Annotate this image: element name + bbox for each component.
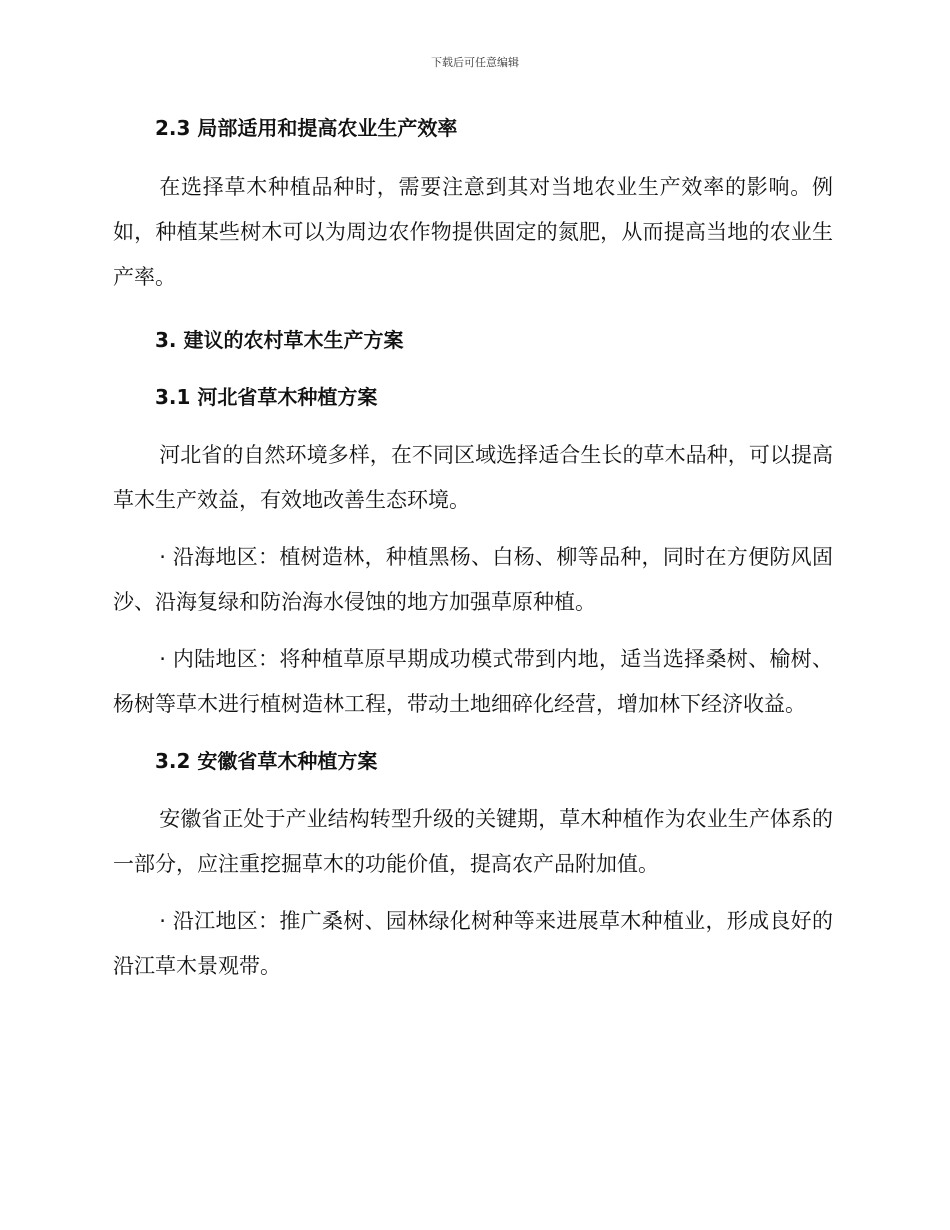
paragraph-hebei-intro: 河北省的自然环境多样，在不同区域选择适合生长的草木品种，可以提高草木生产效益，有效地改善生态环境。 <box>113 443 833 512</box>
section-heading-3: 3. 建议的农村草木生产方案 <box>155 328 404 352</box>
paragraph-hebei-coastal: · 沿海地区：植树造林，种植黑杨、白杨、柳等品种，同时在方便防风固沙、沿海复绿和防治海水侵蚀的地方加强草原种植。 <box>113 545 833 614</box>
section-heading-3-1: 3.1 河北省草木种植方案 <box>155 385 378 409</box>
paragraph-anhui-riverside: · 沿江地区：推广桑树、园林绿化树种等来进展草木种植业，形成良好的沿江草木景观带。 <box>113 909 833 978</box>
section-heading-3-2: 3.2 安徽省草木种植方案 <box>155 749 378 773</box>
paragraph-anhui-intro: 安徽省正处于产业结构转型升级的关键期，草木种植作为农业生产体系的一部分，应注重挖掘草木的功能价值，提高农产品附加值。 <box>113 807 833 876</box>
paragraph-hebei-inland: · 内陆地区：将种植草原早期成功模式带到内地，适当选择桑树、榆树、杨树等草木进行植树造林工程，带动土地细碎化经营，增加林下经济收益。 <box>113 647 833 716</box>
document-body <box>113 108 833 989</box>
page-header-note: 下载后可任意编辑 <box>431 56 519 69</box>
section-heading-2-3: 2.3 局部适用和提高农业生产效率 <box>155 116 458 140</box>
paragraph-efficiency: 在选择草木种植品种时，需要注意到其对当地农业生产效率的影响。例如，种植某些树木可以为周边农作物提供固定的氮肥，从而提高当地的农业生产率。 <box>113 175 833 289</box>
